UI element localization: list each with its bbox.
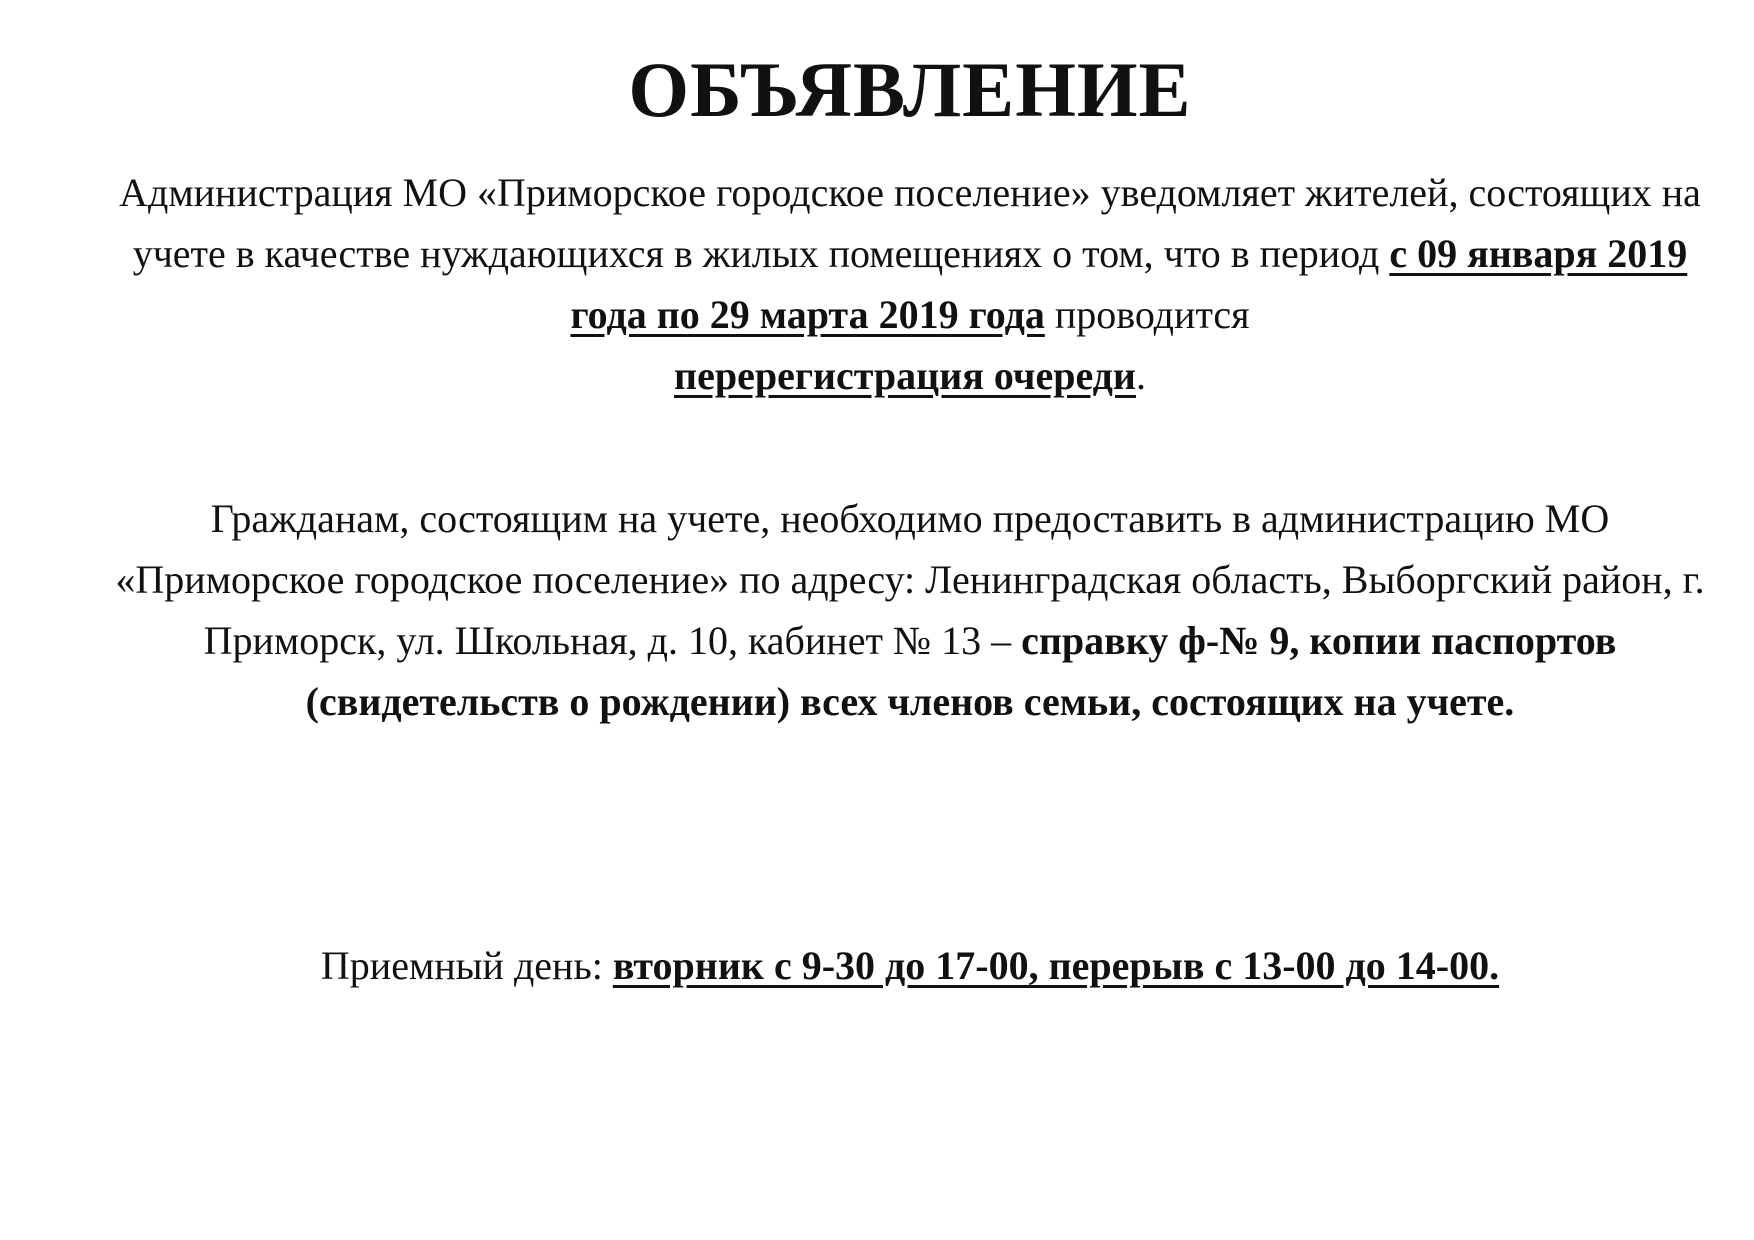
notice-middle-text: проводится bbox=[1044, 292, 1250, 337]
requirements-intro-text: Гражданам, состоящим на учете, необходимо предоставить в администрацию МО «Приморское городское поселение» по адресу: Ленинградская область, Выборгский район, г. Приморск, ул. Школьная, д. 10, кабинет № 13 – bbox=[115, 496, 1705, 663]
registration-action: перерегистрация очереди bbox=[674, 353, 1136, 398]
requirements-paragraph bbox=[110, 488, 1710, 732]
reception-schedule: вторник с 9-30 до 17-00, перерыв с 13-00 до 14-00. bbox=[612, 943, 1500, 988]
page-title: ОБЪЯВЛЕНИЕ bbox=[628, 46, 1192, 133]
notice-intro-text: Администрация МО «Приморское городское поселение» уведомляет жителей, состоящих на учете в качестве нуждающихся в жилых помещениях о том, что в период bbox=[119, 170, 1701, 276]
notice-end-text: . bbox=[1135, 353, 1146, 398]
reception-label: Приемный день: bbox=[320, 943, 613, 988]
reception-paragraph bbox=[110, 935, 1710, 996]
notice-paragraph bbox=[110, 162, 1710, 406]
registration-dates: с 09 января 2019 года по 29 марта 2019 года bbox=[570, 231, 1688, 337]
required-documents: справку ф-№ 9, копии паспортов (свидетельств о рождении) всех членов семьи, состоящих на учете. bbox=[305, 618, 1617, 724]
